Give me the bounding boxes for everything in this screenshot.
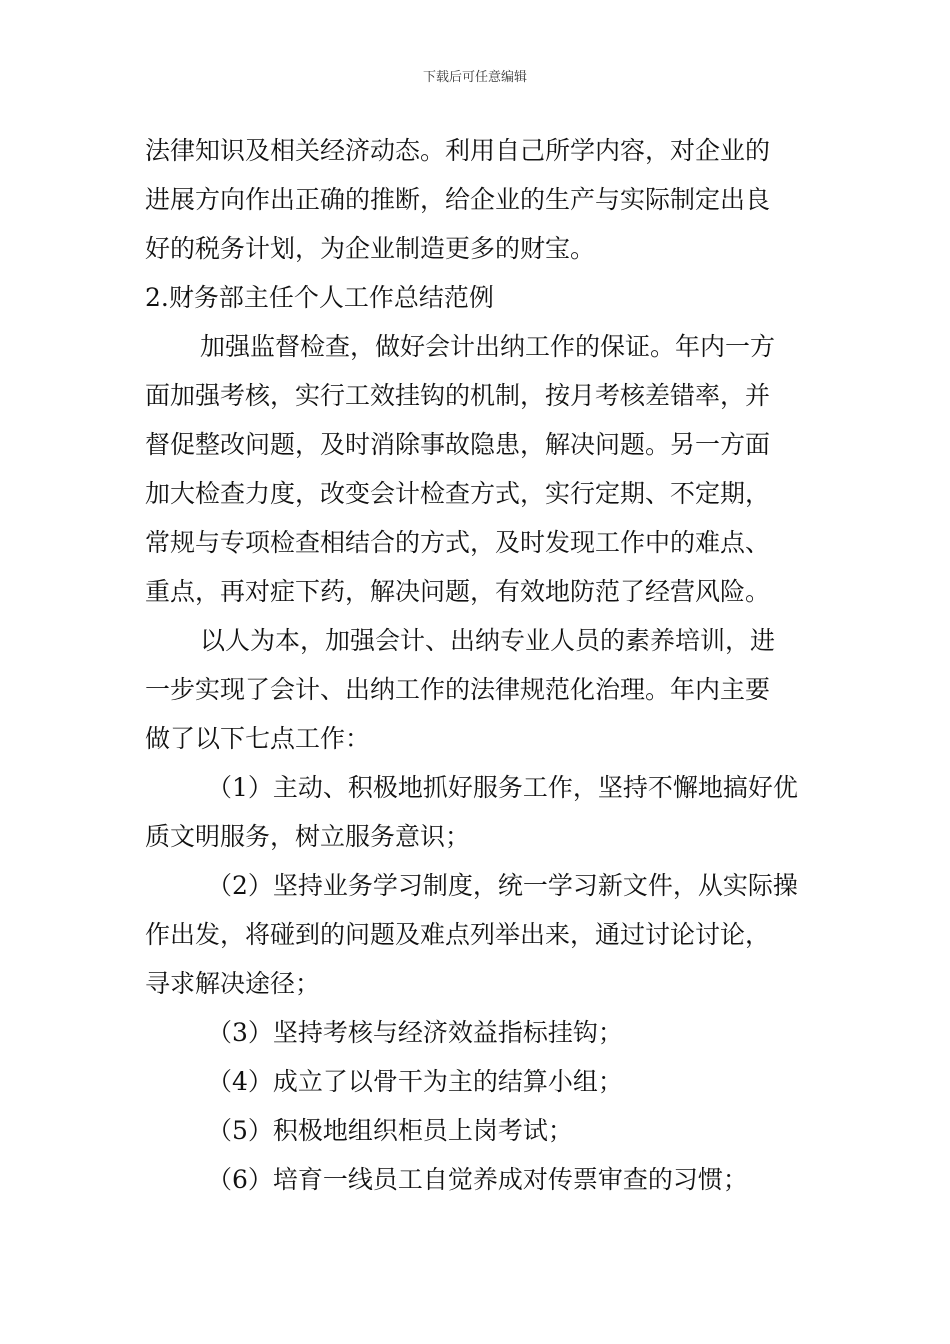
text-line: 重点，再对症下药，解决问题，有效地防范了经营风险。 (145, 577, 771, 606)
document-body (145, 126, 810, 1204)
text-line: 寻求解决途径； (145, 969, 321, 998)
text-line: 加大检查力度，改变会计检查方式，实行定期、不定期， (145, 479, 771, 508)
text-line: 常规与专项检查相结合的方式，及时发现工作中的难点、 (145, 528, 771, 557)
list-item-4: （4）成立了以骨干为主的结算小组； (207, 1067, 623, 1096)
text-line: 质文明服务，树立服务意识； (145, 822, 471, 851)
text-line: 一步实现了会计、出纳工作的法律规范化治理。年内主要 (145, 675, 771, 704)
page-header-note: 下载后可任意编辑 (422, 70, 527, 85)
paragraph-first-line: 加强监督检查，做好会计出纳工作的保证。年内一方 (200, 332, 776, 361)
text-line: 法律知识及相关经济动态。利用自己所学内容，对企业的 (145, 136, 771, 165)
text-line: 做了以下七点工作： (145, 724, 371, 753)
text-line: 进展方向作出正确的推断，给企业的生产与实际制定出良 (145, 185, 771, 214)
list-item-1: （1）主动、积极地抓好服务工作，坚持不懈地搞好优 (207, 773, 798, 802)
list-item-3: （3）坚持考核与经济效益指标挂钩； (207, 1018, 623, 1047)
paragraph-first-line: 以人为本，加强会计、出纳专业人员的素养培训，进 (200, 626, 776, 655)
text-line: 面加强考核，实行工效挂钩的机制，按月考核差错率，并 (145, 381, 771, 410)
list-item-5: （5）积极地组织柜员上岗考试； (207, 1116, 573, 1145)
text-line: 好的税务计划，为企业制造更多的财宝。 (145, 234, 596, 263)
list-item-6: （6）培育一线员工自觉养成对传票审查的习惯； (207, 1165, 748, 1194)
list-item-2: （2）坚持业务学习制度，统一学习新文件，从实际操 (207, 871, 798, 900)
text-line: 作出发，将碰到的问题及难点列举出来，通过讨论讨论， (145, 920, 771, 949)
text-line: 督促整改问题，及时消除事故隐患，解决问题。另一方面 (145, 430, 771, 459)
section-heading: 2.财务部主任个人工作总结范例 (145, 283, 494, 312)
